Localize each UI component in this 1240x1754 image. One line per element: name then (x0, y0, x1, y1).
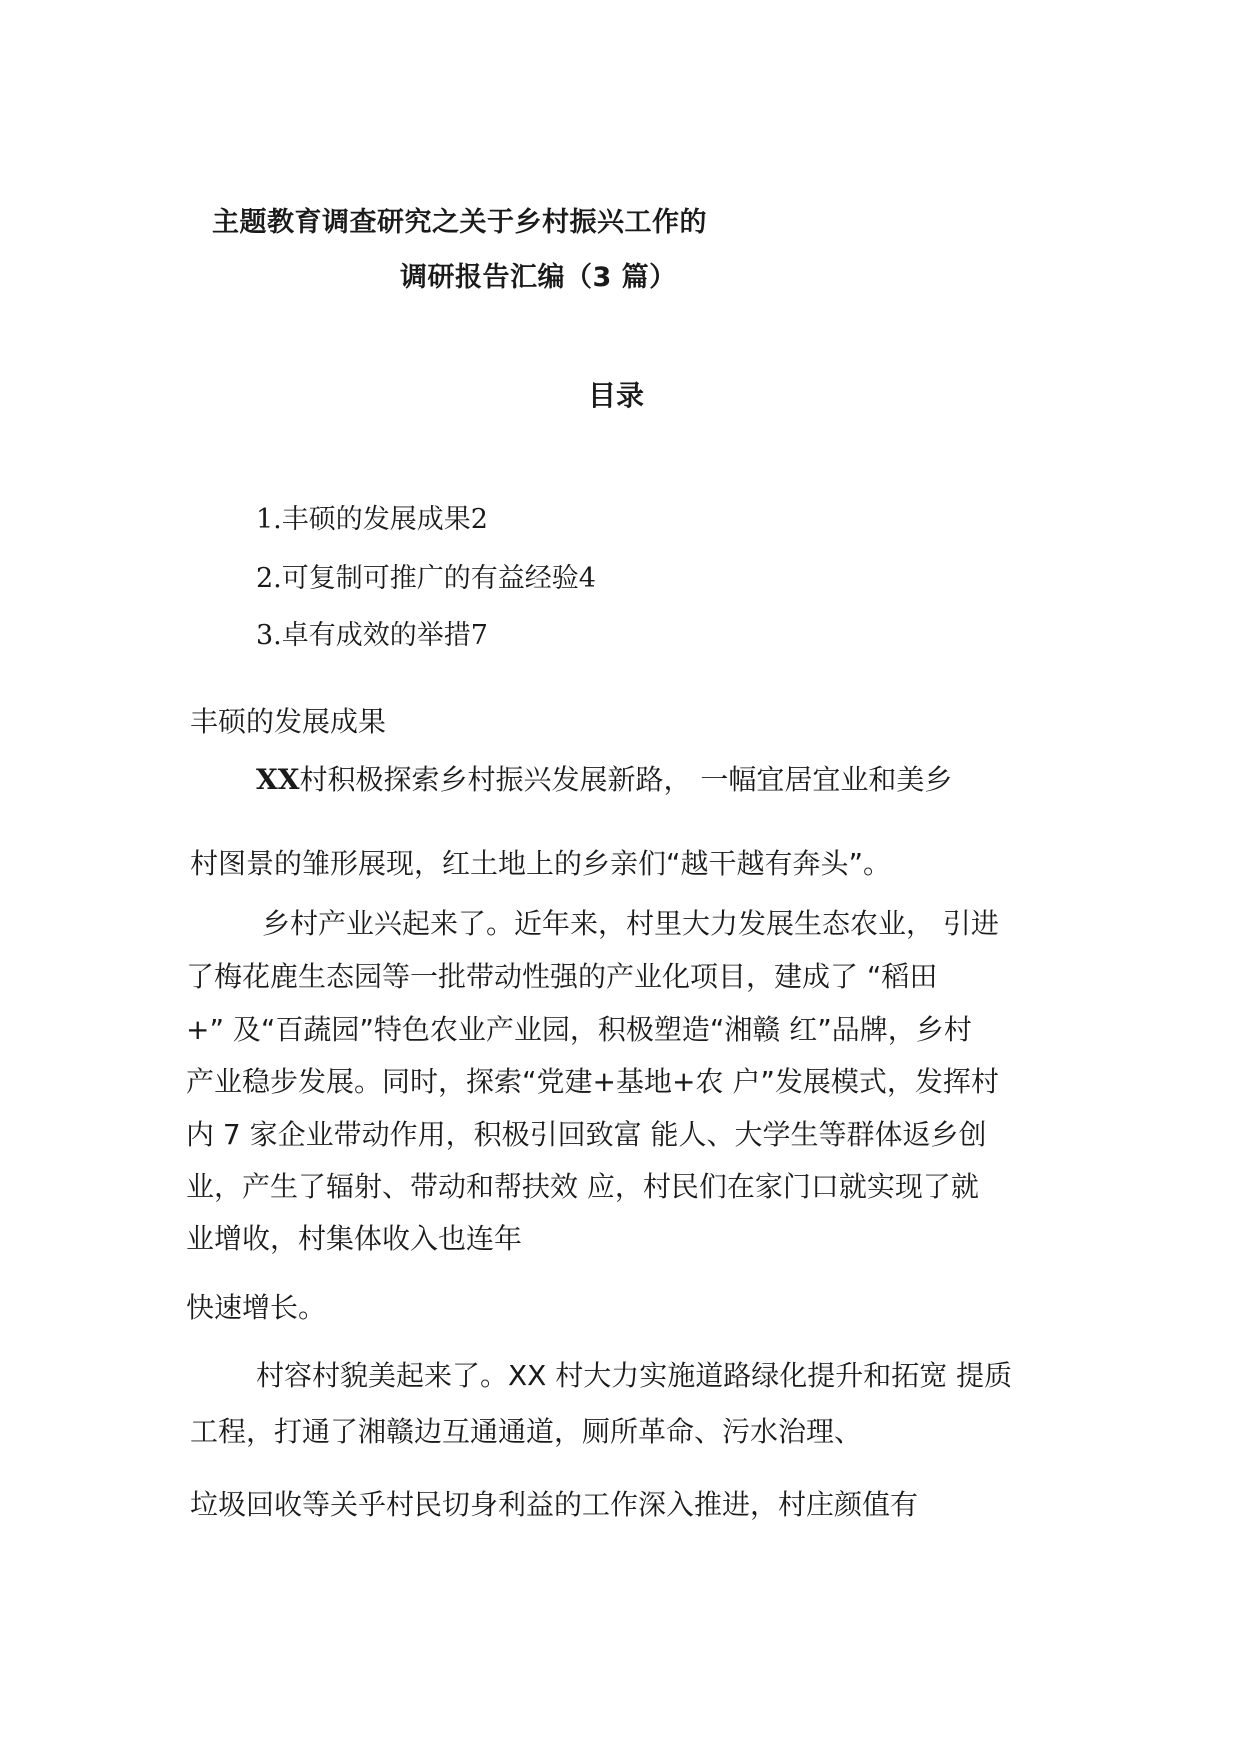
paragraph-line: 业增收，村集体收入也连年 (186, 1222, 523, 1255)
toc-item-label: 可复制可推广的有益经验 (281, 563, 579, 594)
toc-item-number: 2. (256, 563, 282, 594)
paragraph-line: 垃圾回收等关乎村民切身利益的工作深入推进，村庄颜值有 (190, 1488, 919, 1521)
toc-item-page: 2 (470, 504, 488, 535)
paragraph-line: 工程，打通了湘赣边互通通道，厕所革命、污水治理、 (190, 1415, 863, 1448)
paragraph-line: 了梅花鹿生态园等一批带动性强的产业化项目，建成了 “稻田 (186, 960, 938, 993)
toc-heading: 目录 (588, 379, 645, 412)
toc-item-page: 4 (578, 563, 596, 594)
title-line-1: 主题教育调查研究之关于乡村振兴工作的 (212, 207, 707, 238)
paragraph-line: 村容村貌美起来了。XX 村大力实施道路绿化提升和拓宽 提质 (256, 1359, 1013, 1392)
paragraph-line: 乡村产业兴起来了。近年来，村里大力发展生态农业， 引进 (262, 907, 999, 940)
bold-placeholder-text: XX (256, 763, 300, 796)
toc-item[interactable] (256, 556, 596, 595)
toc-item[interactable] (256, 613, 488, 652)
paragraph-line (256, 758, 952, 798)
toc-item-label: 丰硕的发展成果 (281, 504, 471, 535)
paragraph-line: 内 7 家企业带动作用，积极引回致富 能人、大学生等群体返乡创 (186, 1118, 987, 1151)
paragraph-line: +” 及“百蔬园”特色农业产业园，积极塑造“湘赣 红”品牌，乡村 (186, 1013, 972, 1046)
line-text: 村积极探索乡村振兴发展新路， 一幅宜居宜业和美乡 (299, 763, 953, 796)
toc-item-number: 1. (256, 504, 282, 535)
section-heading: 丰硕的发展成果 (190, 705, 387, 738)
paragraph-line: 产业稳步发展。同时，探索“党建+基地+农 户”发展模式，发挥村 (186, 1065, 999, 1098)
paragraph-line: 快速增长。 (186, 1291, 327, 1324)
toc-item-label: 卓有成效的举措 (281, 620, 471, 651)
paragraph-line: 村图景的雏形展现，红土地上的乡亲们“越干越有奔头”。 (190, 847, 892, 880)
toc-item[interactable] (256, 497, 488, 536)
paragraph-line: 业，产生了辐射、带动和帮扶效 应，村民们在家门口就实现了就 (186, 1170, 979, 1203)
title-line-2: 调研报告汇编（3 篇） (400, 262, 677, 293)
toc-item-page: 7 (470, 620, 488, 651)
toc-item-number: 3. (256, 620, 282, 651)
